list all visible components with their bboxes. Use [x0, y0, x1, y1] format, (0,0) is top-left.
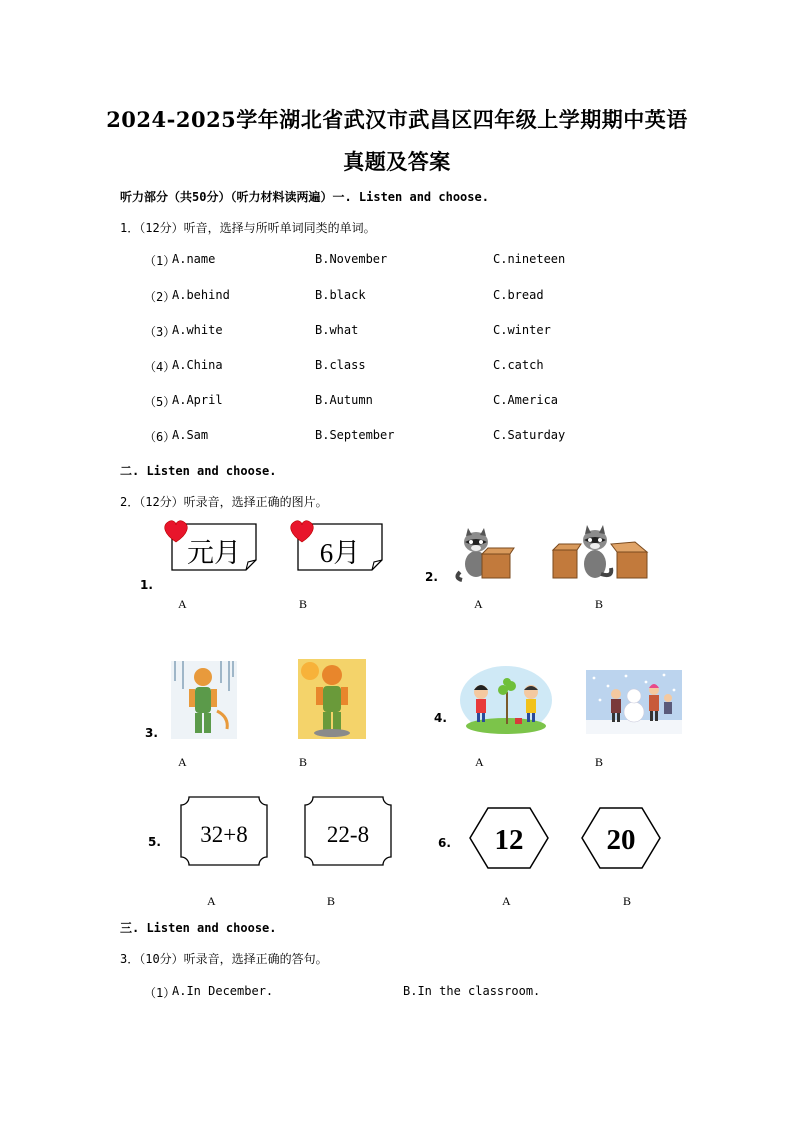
option-a[interactable]: A.Sam: [172, 428, 209, 442]
option-b[interactable]: B.In the classroom.: [403, 984, 541, 998]
card-text: 32+8: [200, 822, 248, 847]
tiger-hot-picture-b[interactable]: [298, 659, 366, 739]
list-item-number: （5）: [144, 395, 176, 409]
choice-a-label: A: [178, 597, 187, 611]
child-icon: [664, 694, 672, 714]
section3-heading: 三. Listen and choose.: [120, 921, 277, 935]
option-a[interactable]: A.behind: [172, 288, 230, 302]
calendar-text: 元月: [187, 538, 241, 568]
option-c[interactable]: C.catch: [493, 358, 544, 372]
raccoon-behind-box-picture-a[interactable]: [452, 528, 516, 584]
box-icon: [611, 542, 647, 578]
list-item-number: （3）: [144, 325, 176, 339]
winter-snowman-picture-b[interactable]: [586, 670, 682, 734]
calendar-picture-b[interactable]: [286, 516, 390, 576]
option-a[interactable]: A.name: [172, 252, 216, 266]
tiger-cold-picture-a[interactable]: [171, 661, 237, 739]
picture-number: 2.: [425, 570, 438, 584]
calendar-text: 6月: [319, 538, 361, 568]
card-text: 22-8: [326, 822, 370, 847]
section1-question: 1．（12分）听音，选择与所听单词同类的单词。: [120, 221, 376, 235]
option-b[interactable]: B.September: [315, 428, 395, 442]
list-item-number: （4）: [144, 360, 176, 374]
option-a[interactable]: A.April: [172, 393, 223, 407]
choice-a-label: A: [475, 755, 484, 769]
choice-b-label: B: [327, 894, 336, 908]
option-c[interactable]: C.winter: [493, 323, 551, 337]
picture-number: 6.: [438, 836, 451, 850]
choice-a-label: A: [502, 894, 511, 908]
option-b[interactable]: B.November: [315, 252, 388, 266]
raccoon-between-boxes-picture-b[interactable]: [551, 524, 653, 584]
math-card-picture-b[interactable]: [303, 795, 393, 867]
math-card-picture-a[interactable]: [179, 795, 269, 867]
picture-number: 4.: [434, 711, 447, 725]
option-b[interactable]: B.black: [315, 288, 366, 302]
option-a[interactable]: A.In December.: [172, 984, 274, 998]
option-b[interactable]: B.Autumn: [315, 393, 373, 407]
picture-number: 1.: [140, 578, 153, 592]
choice-b-label: B: [299, 755, 308, 769]
option-c[interactable]: C.Saturday: [493, 428, 566, 442]
section2-question: 2．（12分）听录音，选择正确的图片。: [120, 495, 328, 509]
document-title-line2: 真题及答案: [343, 149, 451, 174]
option-a[interactable]: A.white: [172, 323, 223, 337]
option-b[interactable]: B.what: [315, 323, 359, 337]
option-b[interactable]: B.class: [315, 358, 366, 372]
spring-planting-picture-a[interactable]: [459, 664, 553, 734]
hexagon-number: 12: [494, 824, 524, 856]
section1-heading: 听力部分（共50分）（听力材料读两遍）一. Listen and choose.: [120, 190, 489, 204]
choice-a-label: A: [207, 894, 216, 908]
choice-b-label: B: [595, 755, 604, 769]
box-icon: [482, 548, 514, 578]
option-c[interactable]: C.nineteen: [493, 252, 566, 266]
section2-heading: 二. Listen and choose.: [120, 464, 277, 478]
picture-number: 3.: [145, 726, 158, 740]
option-c[interactable]: C.bread: [493, 288, 544, 302]
choice-b-label: B: [595, 597, 604, 611]
option-a[interactable]: A.China: [172, 358, 223, 372]
list-item-number: （1）: [144, 254, 176, 268]
picture-number: 5.: [148, 835, 161, 849]
section3-question: 3．（10分）听录音，选择正确的答句。: [120, 952, 328, 966]
option-c[interactable]: C.America: [493, 393, 559, 407]
list-item-number: （6）: [144, 430, 176, 444]
snowman-icon: [624, 689, 644, 722]
choice-a-label: A: [178, 755, 187, 769]
list-item-number: （2）: [144, 290, 176, 304]
box-icon: [553, 544, 581, 578]
choice-a-label: A: [474, 597, 483, 611]
number-hexagon-picture-b[interactable]: [580, 806, 662, 870]
raccoon-icon: [583, 525, 611, 578]
choice-b-label: B: [623, 894, 632, 908]
choice-b-label: B: [299, 597, 308, 611]
number-hexagon-picture-a[interactable]: [468, 806, 550, 870]
calendar-picture-a[interactable]: [160, 516, 264, 576]
hexagon-number: 20: [606, 824, 636, 856]
document-title-line1: 2024-2025学年湖北省武汉市武昌区四年级上学期期中英语: [106, 107, 688, 132]
list-item-number: （1）: [144, 986, 176, 1000]
